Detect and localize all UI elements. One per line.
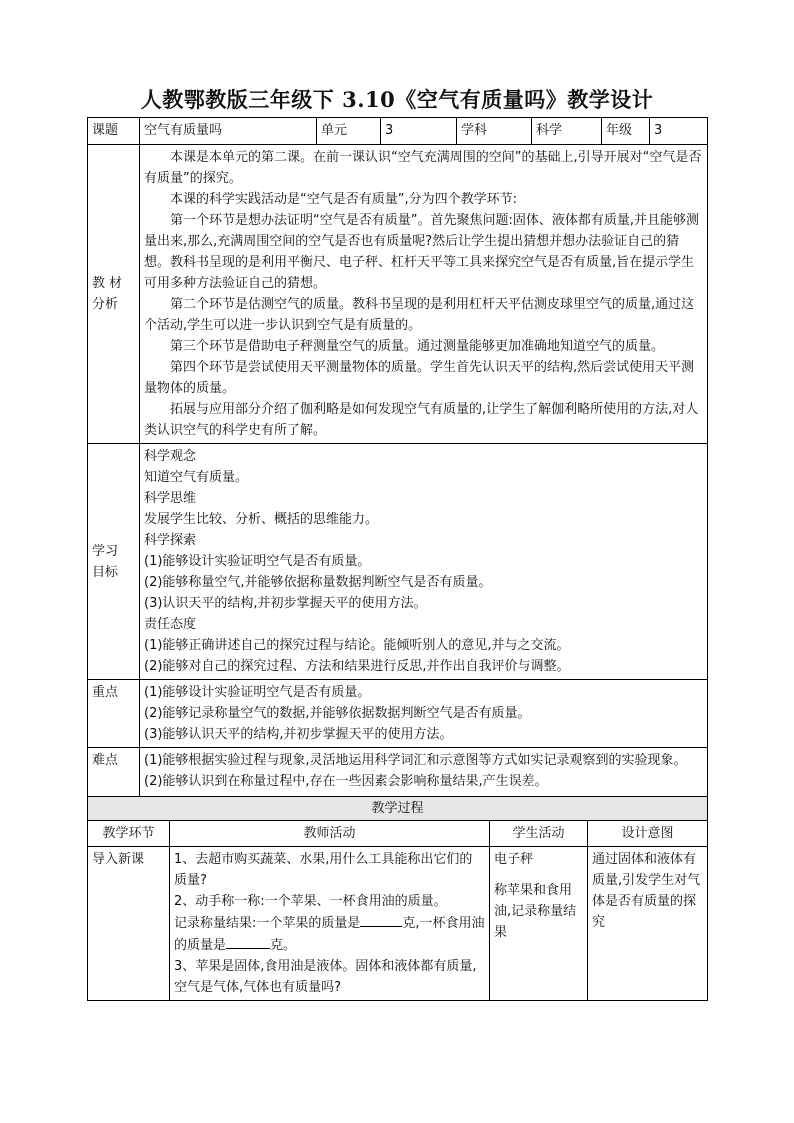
design-intent: 通过固体和液体有质量,引发学生对气体是否有质量的探究	[588, 847, 708, 1001]
teacher-item: 2、动手称一称:一个苹果、一杯食用油的质量。	[174, 894, 447, 909]
objectives-label: 学习 目标	[88, 444, 140, 680]
objective-line: 发展学生比较、分析、概括的思维能力。	[144, 512, 379, 527]
record-mid: 克,一杯食用油的质量是	[174, 916, 485, 953]
student-line: 电子秤	[494, 852, 534, 867]
process-column-headers	[88, 821, 708, 847]
process-heading: 教学过程	[88, 797, 708, 821]
objectives-row	[88, 444, 708, 680]
grade-label: 年级	[602, 118, 650, 145]
objectives-content	[140, 444, 708, 680]
keypoints-row	[88, 680, 708, 748]
column-header: 教师活动	[170, 821, 490, 847]
objective-line: 知道空气有质量。	[144, 470, 249, 485]
objective-line: 责任态度	[144, 617, 197, 632]
teaching-process-table	[87, 796, 708, 1001]
objective-line: (1)能够设计实验证明空气是否有质量。	[144, 554, 371, 569]
grade-value: 3	[650, 118, 708, 145]
column-header: 设计意图	[588, 821, 708, 847]
record-suffix: 克。	[270, 938, 297, 953]
subject-label: 学科	[457, 118, 532, 145]
keypoints-label: 重点	[88, 680, 140, 748]
objective-line: 科学思维	[144, 491, 197, 506]
unit-value: 3	[381, 118, 457, 145]
difficulty-line: (1)能够根据实验过程与现象,灵活地运用科学词汇和示意图等方式如实记录观察到的实验现象。	[144, 753, 687, 768]
objective-line: 科学探索	[144, 533, 197, 548]
stage-cell: 导入新课	[88, 847, 170, 1001]
lesson-value: 空气有质量吗	[140, 118, 317, 145]
objective-line: (1)能够正确讲述自己的探究过程与结论。能倾听别人的意见,并与之交流。	[144, 638, 570, 653]
teacher-record	[174, 912, 485, 956]
process-heading-row	[88, 797, 708, 821]
page-title: 人教鄂教版三年级下 3.10《空气有质量吗》教学设计	[140, 87, 654, 112]
objective-line: (3)认识天平的结构,并初步掌握天平的使用方法。	[144, 596, 427, 611]
student-line: 称苹果和食用油,记录称量结果	[494, 883, 577, 940]
objective-line: (2)能够称量空气,并能够依据称量数据判断空气是否有质量。	[144, 575, 492, 590]
unit-label: 单元	[317, 118, 381, 145]
lesson-label: 课题	[88, 118, 140, 145]
analysis-paragraph: 拓展与应用部分介绍了伽利略是如何发现空气有质量的,让学生了解伽利略所使用的方法,对人类认识空气的科学史有所了解。	[144, 402, 699, 438]
objective-line: (2)能够对自己的探究过程、方法和结果进行反思,并作出自我评价与调整。	[144, 659, 570, 674]
column-header: 教学环节	[88, 821, 170, 847]
objective-line: 科学观念	[144, 449, 197, 464]
keypoints-content	[140, 680, 708, 748]
student-activity	[490, 847, 588, 1001]
answer-blank-apple[interactable]	[360, 912, 402, 927]
info-row	[88, 118, 708, 145]
analysis-row	[88, 145, 708, 444]
teacher-item: 3、苹果是固体,食用油是液体。固体和液体都有质量,空气是气体,气体也有质量吗?	[174, 959, 477, 995]
column-header: 学生活动	[490, 821, 588, 847]
analysis-content	[140, 145, 708, 444]
analysis-paragraph: 本课是本单元的第二课。在前一课认识“空气充满周围的空间”的基础上,引导开展对“空气是否有质量”的探究。	[144, 150, 702, 186]
teacher-activity	[170, 847, 490, 1001]
process-row	[88, 847, 708, 1001]
answer-blank-oil[interactable]	[226, 934, 270, 949]
subject-value: 科学	[532, 118, 602, 145]
difficulty-line: (2)能够认识到在称量过程中,存在一些因素会影响称量结果,产生误差。	[144, 774, 548, 789]
lesson-info-table	[87, 117, 708, 811]
keypoint-line: (3)能够认识天平的结构,并初步掌握天平的使用方法。	[144, 727, 453, 742]
analysis-paragraph: 第三个环节是借助电子秤测量空气的质量。通过测量能够更加准确地知道空气的质量。	[170, 339, 665, 354]
analysis-paragraph: 第四个环节是尝试使用天平测量物体的质量。学生首先认识天平的结构,然后尝试使用天平测量物体的质量。	[144, 360, 695, 396]
keypoint-line: (1)能够设计实验证明空气是否有质量。	[144, 685, 371, 700]
analysis-paragraph: 第一个环节是想办法证明“空气是否有质量”。首先聚焦问题:固体、液体都有质量,并且能够测量出来,那么,充满周围空间的空气是否也有质量呢?然后让学生提出猜想并想办法验证自己的猜想。教科书呈现的是利用平衡尺、电子秤、杠杆天平等工具来探究空气是否有质量,旨在提示学生可用多种方法验证自己的猜想。	[144, 213, 699, 291]
teacher-item: 1、去超市购买蔬菜、水果,用什么工具能称出它们的质量?	[174, 852, 473, 888]
analysis-label: 教 材 分析	[88, 145, 140, 444]
analysis-paragraph: 第二个环节是估测空气的质量。教科书呈现的是利用杠杆天平估测皮球里空气的质量,通过这个活动,学生可以进一步认识到空气是有质量的。	[144, 297, 695, 333]
difficulties-label: 难点	[88, 748, 140, 811]
analysis-paragraph: 本课的科学实践活动是“空气是否有质量”,分为四个教学环节:	[170, 192, 517, 207]
record-prefix: 记录称量结果:一个苹果的质量是	[174, 916, 361, 931]
keypoint-line: (2)能够记录称量空气的数据,并能够依据数据判断空气是否有质量。	[144, 706, 531, 721]
